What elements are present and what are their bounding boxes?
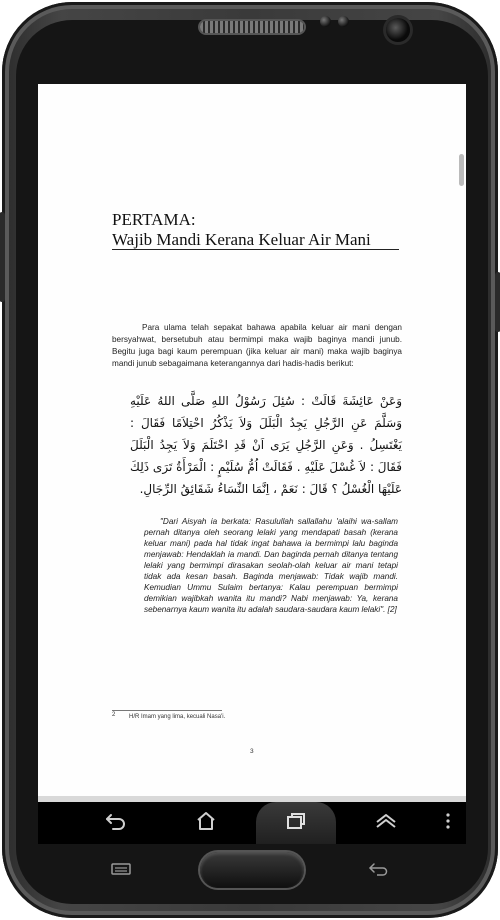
scroll-indicator[interactable] <box>459 154 464 186</box>
scroll-up-button[interactable] <box>364 802 408 844</box>
overflow-menu-icon <box>445 812 451 835</box>
scroll-up-icon <box>374 812 398 835</box>
overflow-menu-button[interactable] <box>436 802 460 844</box>
power-button[interactable] <box>495 272 500 332</box>
light-sensor <box>338 16 349 27</box>
footnote-number: 2 <box>112 712 116 718</box>
footnote <box>112 714 225 720</box>
back-arrow-icon <box>105 812 127 835</box>
earpiece-speaker <box>200 21 304 33</box>
hadith-translation: "Dari Aisyah ia berkata: Rasulullah sallallahu 'alaihi wa-sallam pernah ditanya oleh seorang lelaki yang mendapati basah (kerana keluar mani) pada hal tidak ingat bahawa ia bermimpi lalu baginda menjawab: Hendaklah ia mandi. Dan baginda pernah ditanya tentang lelaki yang bermimpi dirasakan seolah-olah keluar air mani tetapi tidak ada kesan basah. Baginda menjawab: Tidak wajib mandi. Kemudian Ummu Sulaim bertanya: Kalau perempuan bermimpi demikian wajibkah wanita itu mandi? Nabi menjawab: Ya, kerana sebenarnya kaum wanita itu adalah saudara-saudara kaum lelaki". [2] <box>144 517 398 614</box>
phone-body <box>2 2 498 918</box>
section-heading: PERTAMA: <box>112 210 196 229</box>
hardware-home-key[interactable] <box>200 852 304 888</box>
section-subheading: Wajib Mandi Kerana Keluar Air Mani <box>112 230 371 249</box>
back-icon <box>368 862 390 876</box>
recent-apps-icon <box>285 811 307 836</box>
volume-button[interactable] <box>0 212 5 302</box>
footnote-divider <box>112 710 222 711</box>
screen <box>38 84 466 844</box>
proximity-sensor <box>320 16 331 27</box>
menu-icon <box>110 862 132 876</box>
hardware-back-key[interactable] <box>368 862 390 876</box>
front-camera <box>386 18 410 42</box>
hardware-menu-key[interactable] <box>110 862 132 876</box>
footnote-text: H/R Imam yang lima, kecuali Nasa'i. <box>129 714 226 720</box>
navigation-bar <box>38 802 466 844</box>
heading-underline <box>112 249 399 250</box>
arabic-hadith-text: وَعَنْ عَائِشَةَ قَالَتْ : سُئِلَ رَسُوْلُ اللهِ صَلَّى اللهُ عَلَيْهِ وَسَلَّمَ عَنِ الرَّجُلِ يَجِدُ الْبَلَلَ وَلاَ يَذْكُرُ احْتِلاَمًا فَقَالَ : يَغْتَسِلُ . وَعَنِ الرَّجُلِ يَرَى اَنْ قَدِ احْتَلَمَ وَلاَ يَجِدُ الْبَلَلَ فَقَالَ : لاَ غُسْلَ عَلَيْهِ . فَقَالَتْ اُمُّ سُلَيْمٍ : الْمَرْأَةُ تَرَى ذَلِكَ عَلَيْهَا الْغُسْلُ ؟ قَالَ : نَعَمْ ، اِنَّمَا النِّسَاءُ شَقَائِقُ الرِّجَالِ. <box>130 394 402 496</box>
home-icon <box>195 810 217 837</box>
intro-paragraph: Para ulama telah sepakat bahawa apabila keluar air mani dengan bersyahwat, bersetubuh atau bermimpi maka wajib baginya mandi junub. Begitu juga bagi kaum perempuan (jika keluar air mani) maka wajib baginya mandi junub sebagaimana keterangannya dari hadis-hadis berikut: <box>112 323 402 368</box>
home-button[interactable] <box>184 802 228 844</box>
page-number: 3 <box>250 748 254 755</box>
recent-apps-button[interactable] <box>256 802 336 844</box>
back-button[interactable] <box>94 802 138 844</box>
